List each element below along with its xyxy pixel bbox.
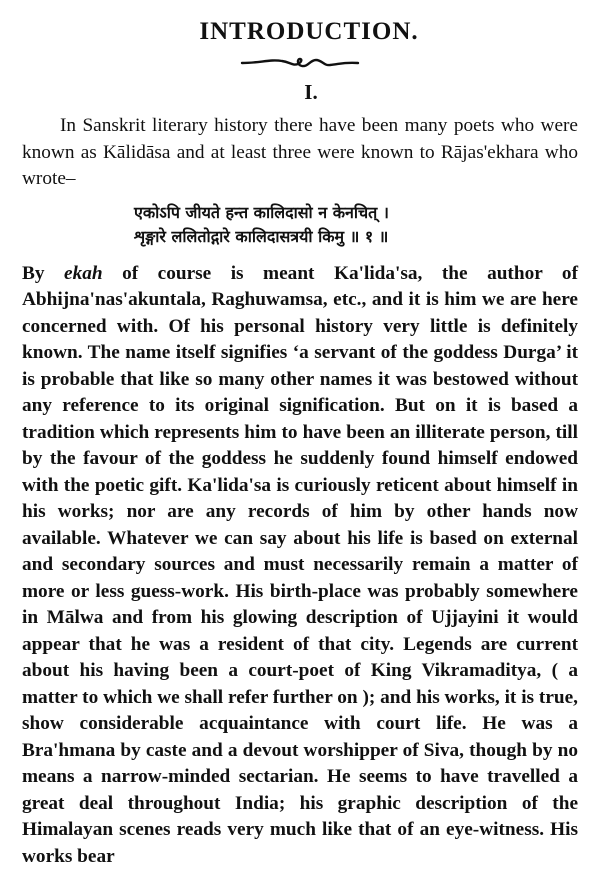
sanskrit-verse [22, 201, 578, 249]
ornament-divider [240, 56, 360, 70]
intro-paragraph: In Sanskrit literary history there have been many poets who were known as Kālidāsa and at least three were known to Rājas'ekhara who wrote– [22, 115, 578, 189]
body-lead: By [22, 262, 65, 284]
body-paragraph [22, 261, 578, 871]
verse-line-1: एकोऽपि जीयते हन्त कालिदासो न केनचित् । [134, 202, 389, 222]
page-title: INTRODUCTION. [199, 18, 419, 45]
verse-line-2: शृङ्गारे ललितोद्गारे कालिदासत्रयी किमु ॥ १ ॥ [134, 226, 389, 246]
section-number: I. [304, 80, 318, 104]
body-text: of course is meant Ka'lida'sa, the author of Abhijna'nas'akuntala, Raghuwamsa, etc., and it is him we are here concerned with. Of his personal history very little is definitely known. The name itself signifies ‘a servant of the goddess Durga’ it is probable that like so many other names it was bestowed without any reference to its original signification. But on it is based a tradition which represents him to have been an illiterate person, till by the favour of the goddess he suddenly found himself endowed with the poetic gift. Ka'lida'sa is curiously reticent about himself in his works; nor are any records of him by other hands now available. Whatever we can say about his life is based on external and secondary sources and must necessarily remain a matter of more or less guess-work. His birth-place was probably somewhere in Mālwa and from his glowing description of Ujjayini it would appear that he was a resident of that city. Legends are current about his having been a court-poet of King Vikramaditya, ( a matter to which we shall refer further on ); and his works, it is true, show considerable acquaintance with court life. He was a Bra'hmana by caste and a devout worshipper of Siva, though by no means a narrow-minded sectarian. He seems to have travelled a great deal throughout India; his graphic description of the Himalayan scenes reads very much like that of an eye-witness. His works bear [22, 262, 578, 867]
italic-word: ekah [64, 262, 103, 284]
